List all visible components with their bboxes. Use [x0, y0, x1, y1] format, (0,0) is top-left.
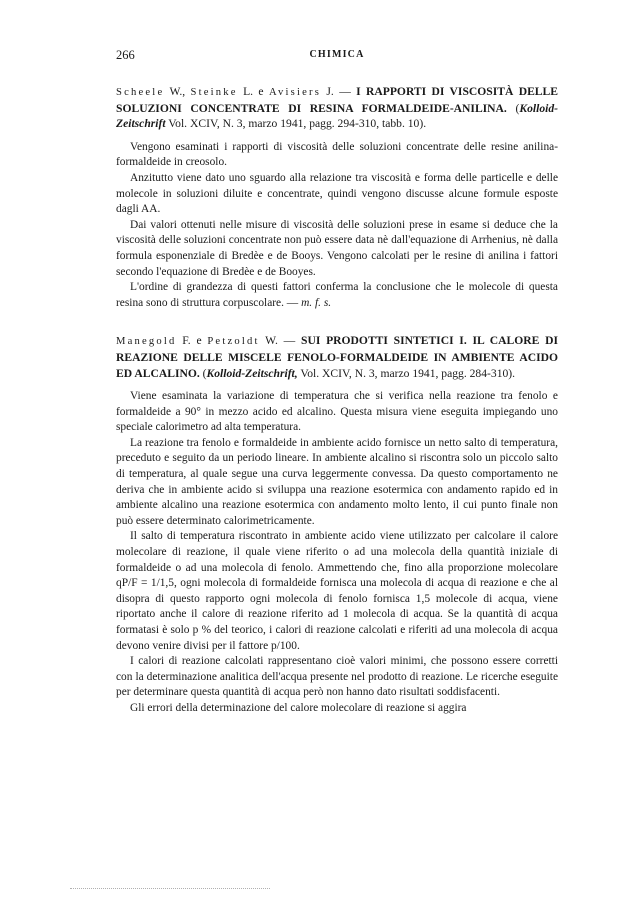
abstract-citation: Manegold F. e Petzoldt W. — SUI PRODOTTI SINTETICI I. IL CALORE DI REAZIONE DELLE MISCELE FENOLO-FORMALDEIDE IN AMBIENTE ACIDO ED ALCALINO. (Kolloid-Zeitschrift, Vol. XCIV, N. 3, marzo 1941, pagg. 284-310).	[116, 334, 559, 380]
author-name: Manegold	[116, 336, 177, 348]
abstract-paragraph: Il salto di temperatura riscontrato in ambiente acido viene utilizzato per calcolare il calore molecolare di reazione, il quale viene riferito o ad una molecola della quantità iniziale di formaldeide o ad una molecola di fenolo. Ammettendo che, fino alla proporzione molecolare qP/F = 1/1,5, ogni molecola di formaldeide fornisca una molecola di acqua di reazione e che al disopra di questo rapporto ogni molecola di fenolo fornisca 1,5 molecole di acqua, viene riportato anche il calore di reazione riferito ad 1 molecola di acqua. Se la quantità di acqua formatasi è solo p % del teorico, i calori di reazione calcolati e riferiti ad una molecola di acqua devono venire divisi per il fattore p/100.	[116, 530, 558, 652]
article-title: I RAPPORTI DI VISCOSITÀ DELLE SOLUZIONI CONCENTRATE DI RESINA FORMALDEIDE-ANILINA.	[116, 85, 559, 115]
running-title: CHIMICA	[309, 49, 365, 60]
abstract-2	[116, 333, 558, 716]
abstract-1	[116, 84, 558, 311]
author-name: Scheele	[116, 87, 165, 98]
bibliographic-details: Vol. XCIV, N. 3, marzo 1941, pagg. 284-310).	[297, 366, 516, 380]
abstract-paragraph: Anzitutto viene dato uno sguardo alla relazione tra viscosità e forma delle particelle e delle molecole in soluzioni diluite e concentrate, quindi vengono discusse alcune formule esposte dagli AA.	[116, 171, 558, 216]
abstract-paragraph: La reazione tra fenolo e formaldeide in ambiente acido fornisce un netto salto di temperatura, preceduto e seguito da un periodo lineare. In ambiente alcalino si riscontra solo un piccolo salto di temperatura, al quale segue una curva leggermente convessa. Da questo comportamento ne deriva che in ambiente acido si sviluppa una reazione esotermica con andamento rapido ed in ambiente alcalino una reazione esotermica con andamento molto lento, il cui punto finale non può essere determinato calorimetricamente.	[116, 436, 558, 527]
abstract-paragraph: Gli errori della determinazione del calore molecolare di reazione si aggira	[130, 701, 467, 714]
page-header	[116, 48, 558, 64]
author-name: Avisiers	[268, 87, 322, 98]
journal-name: Kolloid-Zeitschrift	[116, 101, 558, 131]
abstract-paragraph: L'ordine di grandezza di questi fattori conferma la conclusione che le molecole di questa resina sono di struttura corpuscolare. — m. f. s.	[116, 281, 558, 309]
author-name: Petzoldt	[207, 336, 260, 348]
bibliographic-details: Vol. XCIV, N. 3, marzo 1941, pagg. 294-310, tabb. 10).	[165, 117, 427, 131]
journal-name: Kolloid-Zeitschrift,	[206, 366, 298, 380]
abstract-paragraph: Viene esaminata la variazione di temperatura che si verifica nella reazione tra fenolo e formaldeide a 90° in mezzo acido ed alcalino. Questa misura viene eseguita impiegando uno speciale calorimetro ad alta temperatura.	[116, 390, 558, 434]
abstract-paragraph: I calori di reazione calcolati rappresentano cioè valori minimi, che possono essere corretti con la determinazione analitica dell'acqua presente nel prodotto di reazione. Le ricerche eseguite per determinare questa quantità di acqua però non hanno dato risultati soddisfacenti.	[116, 655, 558, 699]
article-title: SUI PRODOTTI SINTETICI I. IL CALORE DI REAZIONE DELLE MISCELE FENOLO-FORMALDEIDE IN AMBIENTE ACIDO ED ALCALINO.	[116, 334, 559, 380]
abstract-paragraph: Dai valori ottenuti nelle misure di viscosità delle soluzioni prese in esame si deduce che la viscosità delle soluzioni concentrate non può essere data nè dall'equazione di Arrhenius, nè dalla formula esponenziale di Bredèe e de Booys. Vengono calcolati per le resine di anilina i fattori secondo l'equazione di Bredèe e de Booyes.	[116, 218, 558, 278]
abstract-paragraph: Vengono esaminati i rapporti di viscosità delle soluzioni concentrate delle resine anilina-formaldeide in creosolo.	[116, 140, 558, 169]
scan-artifact	[70, 888, 270, 895]
author-name: Steinke	[190, 87, 238, 98]
abstract-citation: Scheele W., Steinke L. e Avisiers J. — I RAPPORTI DI VISCOSITÀ DELLE SOLUZIONI CONCENTRATE DI RESINA FORMALDEIDE-ANILINA. (Kolloid-Zeitschrift Vol. XCIV, N. 3, marzo 1941, pagg. 294-310, tabb. 10).	[116, 85, 559, 131]
page-body	[116, 84, 558, 739]
reviewer-signature: m. f. s.	[301, 296, 332, 309]
page-number: 266	[116, 48, 135, 62]
